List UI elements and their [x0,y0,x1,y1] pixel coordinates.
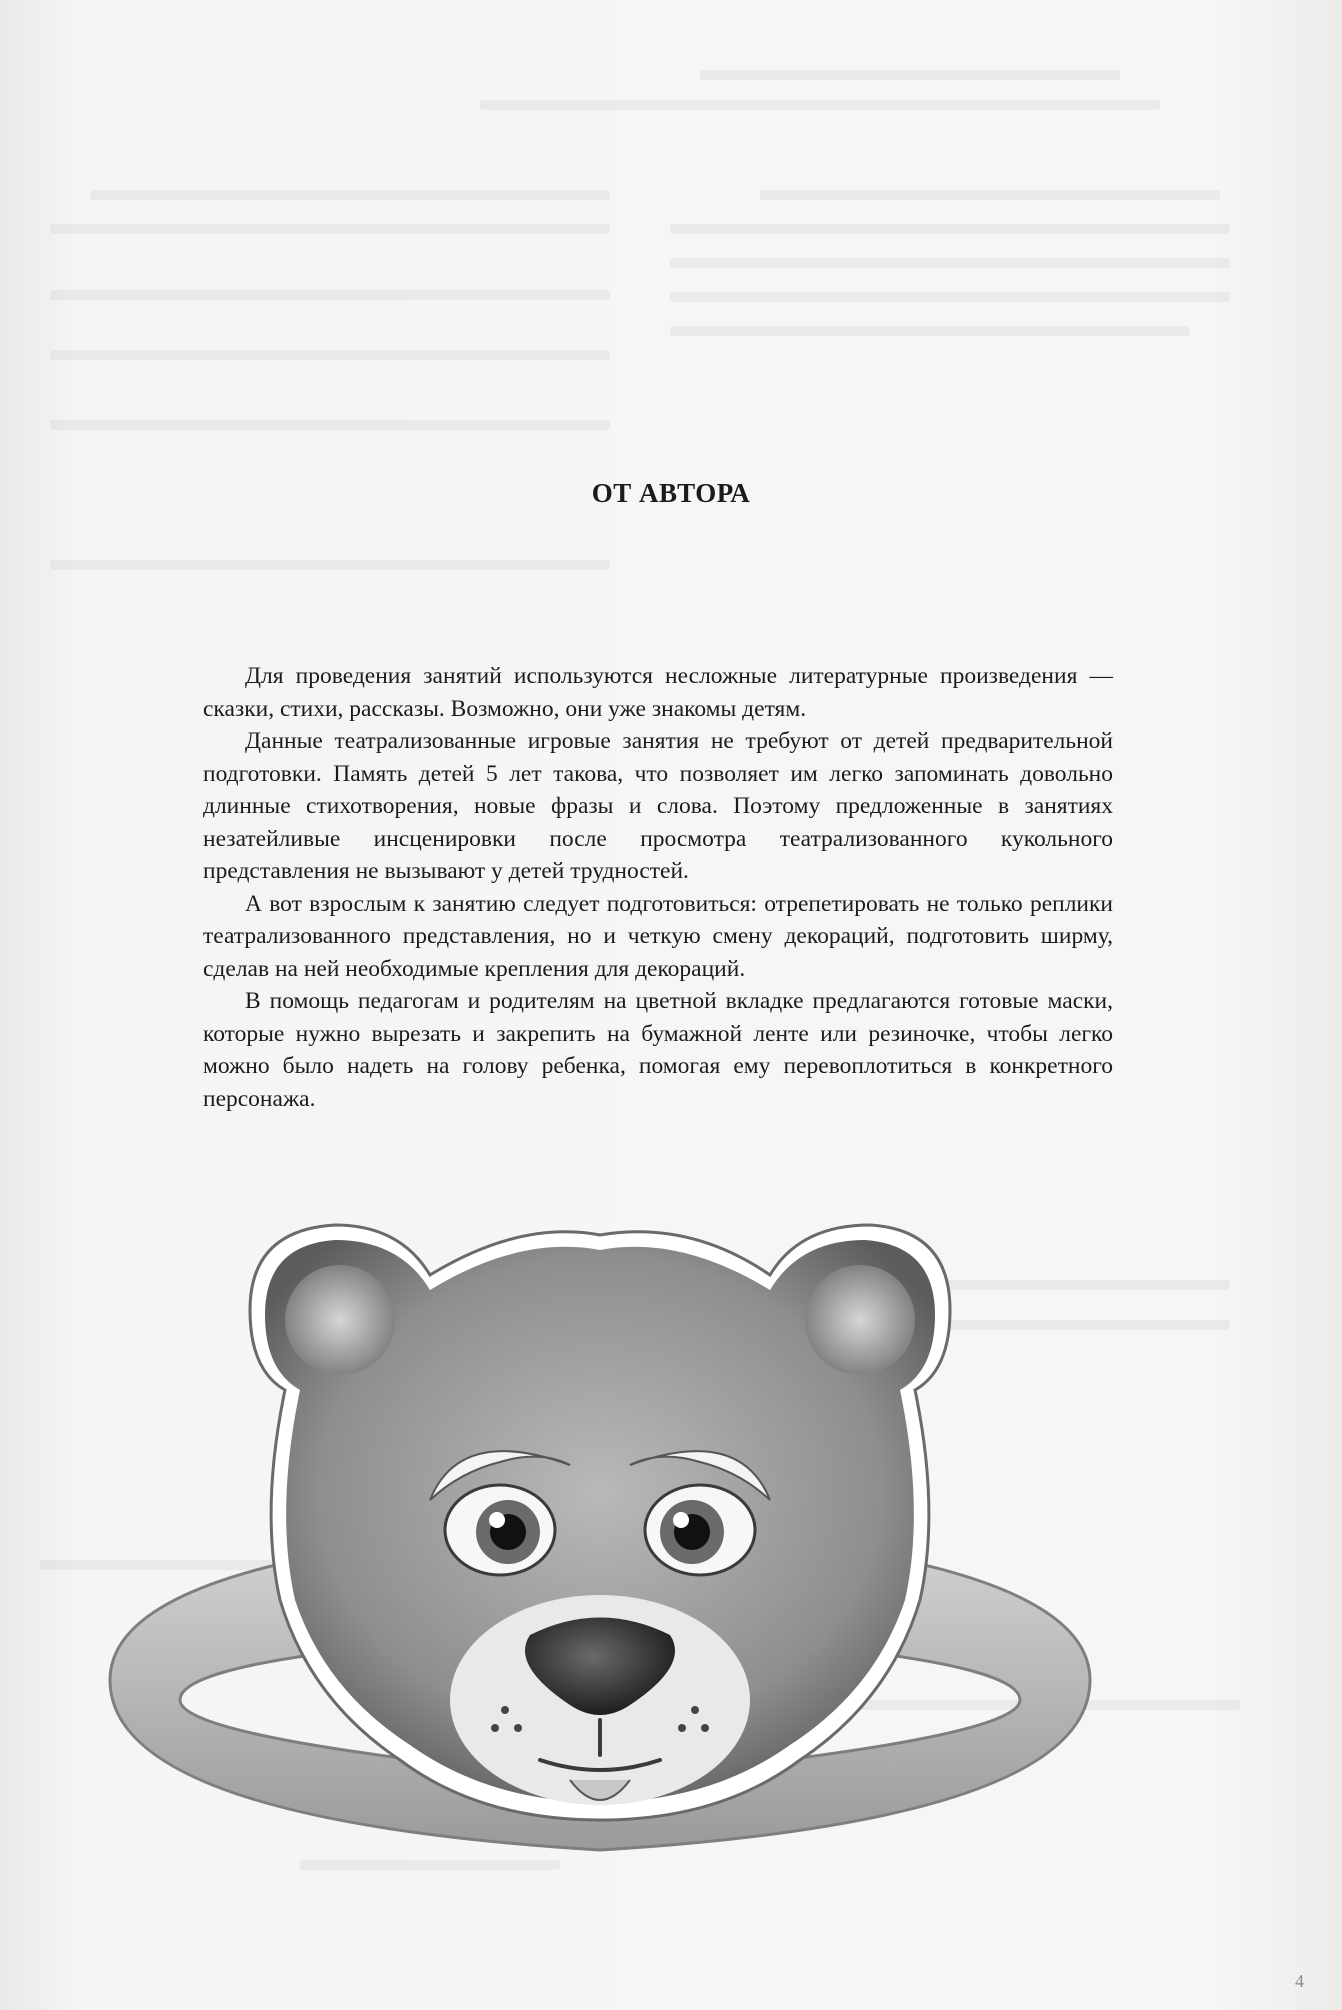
page-number: 4 [1295,1971,1304,1991]
section-heading: ОТ АВТОРА [591,478,751,508]
body-text [203,660,1113,1115]
paragraph: Данные театрализованные игровые занятия не требуют от детей предварительной подготовки. Память детей 5 лет такова, что позволяет им легко запоминать довольно длинные стихотворения, новые фразы и слова. Поэтому предложенные в занятиях незатейливые инсценировки после просмотра театрализованного кукольного представления не вызывают у детей трудностей. [203,728,1113,884]
bear-mask-illustration [100,1180,1100,1860]
paragraph: А вот взрослым к занятию следует подготовиться: отрепетировать не только реплики театрализованного представления, но и четкую смену декораций, подготовить ширму, сделав на ней необходимые крепления для декораций. [203,890,1113,982]
right-ear [805,1265,915,1375]
paragraph: Для проведения занятий используются несложные литературные произведения — сказки, стихи, рассказы. Возможно, они уже знакомы детям. [203,663,1113,722]
right-eye [645,1485,755,1575]
left-eye [445,1485,555,1575]
paragraph: В помощь педагогам и родителям на цветной вкладке предлагаются готовые маски, которые нужно вырезать и закрепить на бумажной ленте или резиночке, чтобы легко можно было надеть на голову ребенка, помогая ему перевоплотиться в конкретного персонажа. [203,988,1113,1112]
muzzle [450,1595,750,1805]
left-ear [285,1265,395,1375]
